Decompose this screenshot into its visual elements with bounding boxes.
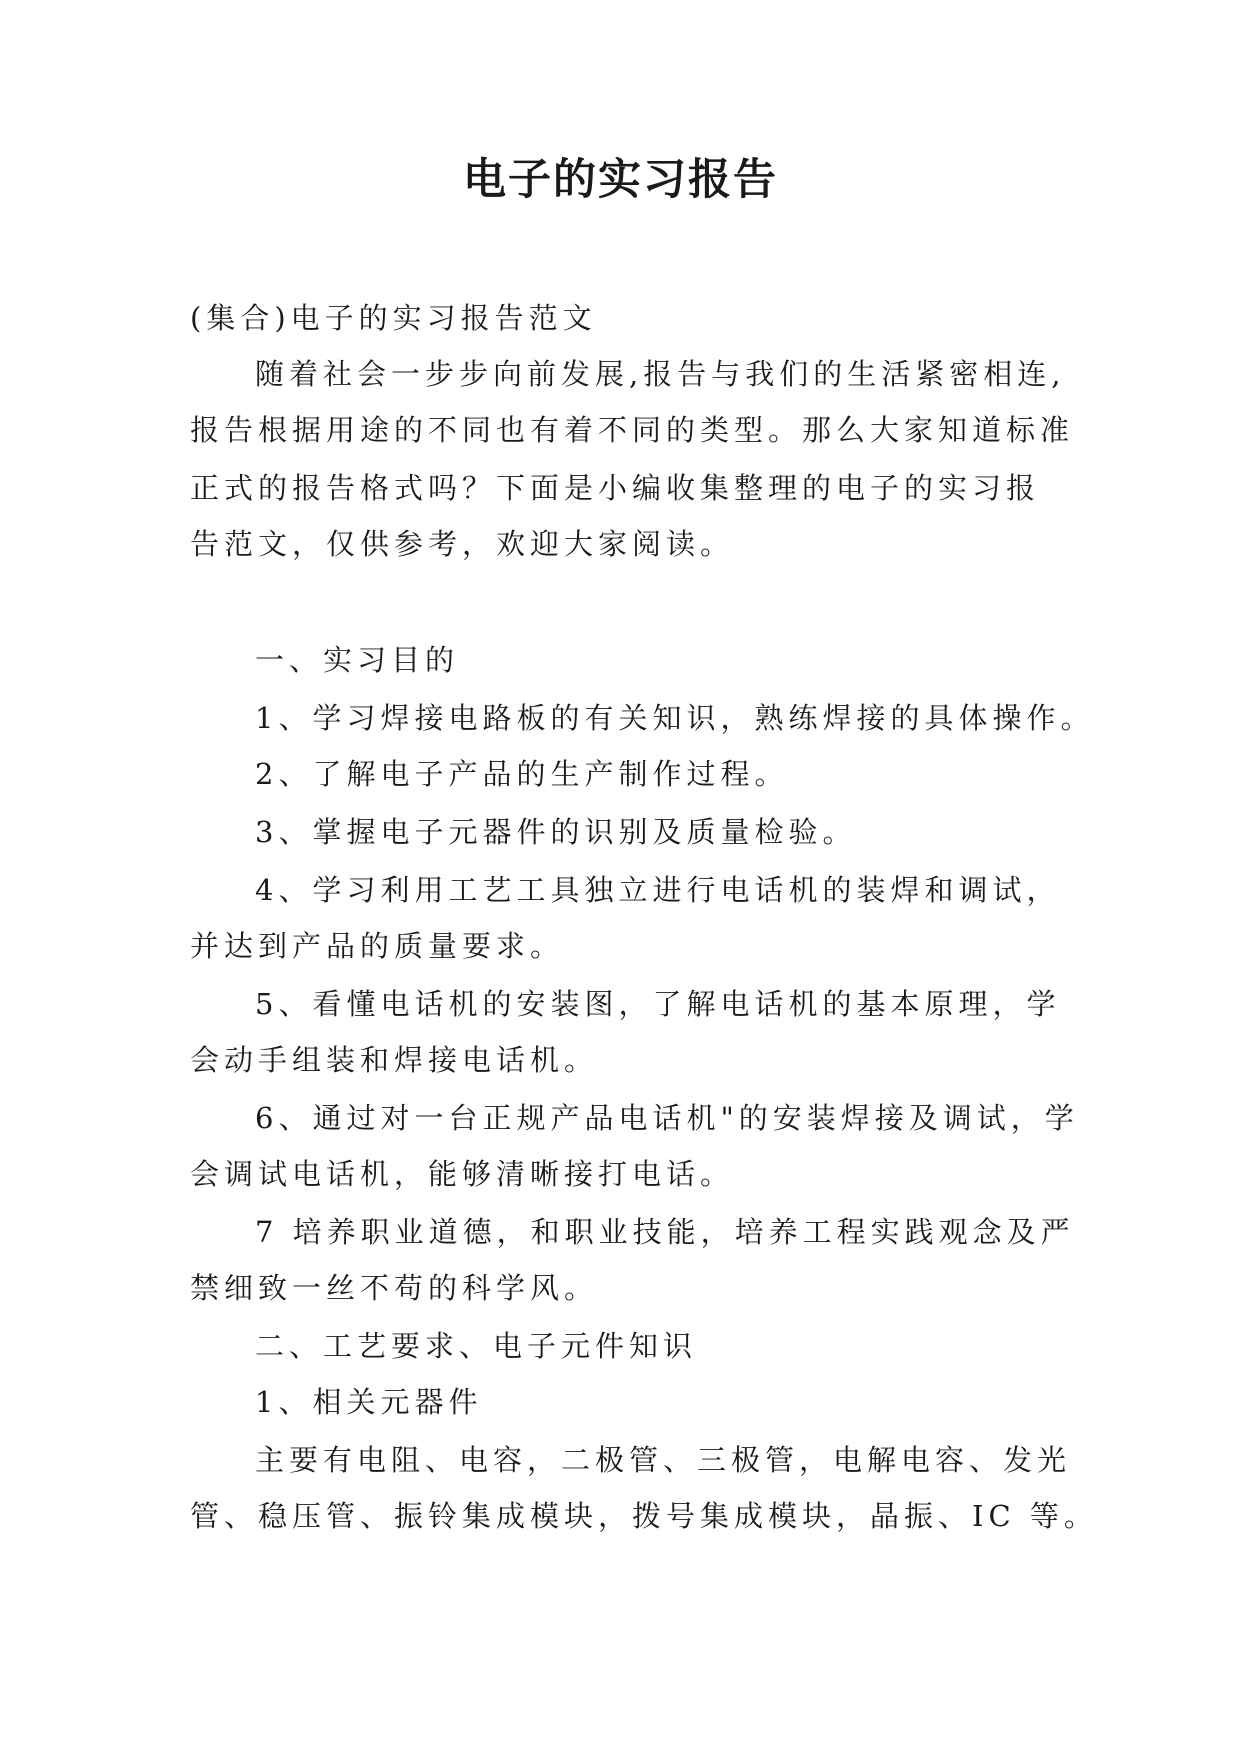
components-line-1: 主要有电阻、电容，二极管、三极管，电解电容、发光: [255, 1443, 1072, 1477]
intro-line-4: 告范文，仅供参考，欢迎大家阅读。: [190, 527, 735, 561]
list-item-3: 3、掌握电子元器件的识别及质量检验。: [255, 815, 857, 849]
components-line-2: 管、稳压管、振铃集成模块，拨号集成模块，晶振、IC 等。: [190, 1499, 1098, 1533]
subtitle-line: (集合)电子的实习报告范文: [190, 301, 597, 335]
section-heading-1: 一、实习目的: [255, 643, 460, 677]
list-item-2: 2、了解电子产品的生产制作过程。: [255, 757, 789, 791]
list-item-4-cont: 并达到产品的质量要求。: [190, 929, 565, 963]
intro-line-3: 正式的报告格式吗？下面是小编收集整理的电子的实习报: [190, 471, 1041, 505]
intro-line-2: 报告根据用途的不同也有着不同的类型。那么大家知道标准: [190, 413, 1075, 447]
intro-line-1: 随着社会一步步向前发展,报告与我们的生活紧密相连,: [255, 357, 1066, 391]
list-item-7-cont: 禁细致一丝不苟的科学风。: [190, 1271, 599, 1305]
list-item-5-cont: 会动手组装和焊接电话机。: [190, 1043, 599, 1077]
list-item-7: 7 培养职业道德，和职业技能，培养工程实践观念及严: [255, 1215, 1075, 1249]
section-heading-2: 二、工艺要求、电子元件知识: [255, 1329, 698, 1363]
document-title: 电子的实习报告: [463, 155, 778, 205]
list-item-5: 5、看懂电话机的安装图，了解电话机的基本原理，学: [255, 987, 1061, 1021]
subsection-heading: 1、相关元器件: [255, 1385, 483, 1419]
list-item-6-cont: 会调试电话机，能够清晰接打电话。: [190, 1157, 735, 1191]
list-item-6: 6、通过对一台正规产品电话机"的安装焊接及调试，学: [255, 1101, 1079, 1135]
list-item-1: 1、学习焊接电路板的有关知识，熟练焊接的具体操作。: [255, 701, 1095, 735]
list-item-4: 4、学习利用工艺工具独立进行电话机的装焊和调试，: [255, 873, 1061, 907]
